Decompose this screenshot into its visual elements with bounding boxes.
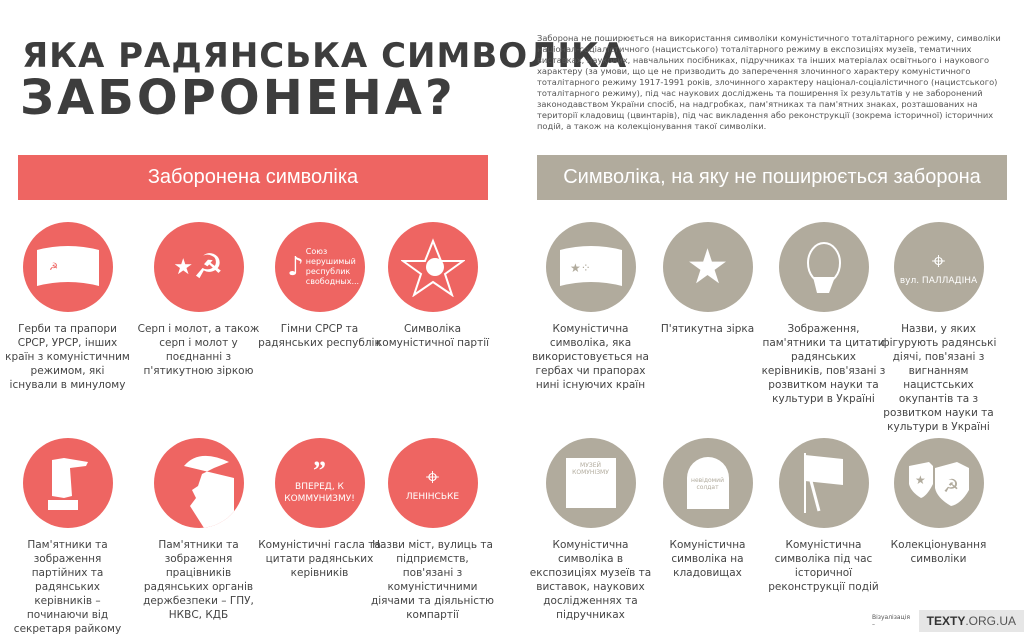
gravestone-icon: невідомий солдат [663, 438, 753, 528]
map-pin-icon: ⌖ ЛЕНІНСЬКЕ [388, 438, 478, 528]
hammer-sickle-star-icon: ★ ☭ [154, 222, 244, 312]
caption: Комуністична символіка на кладовищах [669, 539, 746, 579]
allowed-item [876, 438, 1001, 566]
allowed-item [528, 438, 653, 622]
profile-icon [154, 438, 244, 528]
caption: Зображення, пам'ятники та цитати радянських керівників, пов'язані з розвитком науки та культури в Україні [761, 323, 886, 405]
credit [872, 610, 1024, 632]
title-line-2: ЗАБОРОНЕНА? [20, 70, 456, 126]
caption: Пам'ятники та зображення працівників радянських органів держбезпеки – ГПУ, НКВС, КДБ [143, 539, 254, 621]
museum-icon: МУЗЕЙ КОМУНІЗМУ [546, 438, 636, 528]
caption: Комуністична символіка під час історичної реконструкції подій [768, 539, 879, 593]
portrait-icon [779, 222, 869, 312]
credit-label: Візуалізація – [872, 614, 910, 628]
caption: Символіка комуністичної партії [375, 323, 490, 349]
allowed-heading: Символіка, на яку не поширюється заборона [537, 155, 1007, 200]
caption: Серп і молот, а також серп і молот у поєднанні з п'ятикутною зіркою [137, 323, 260, 377]
pioneer-badge-icon [388, 222, 478, 312]
caption: Колекціонування символіки [890, 539, 987, 565]
quote-icon: ” ВПЕРЕД, К КОММУНИЗМУ! [275, 438, 365, 528]
flag-icon [23, 222, 113, 312]
svg-text:★: ★ [914, 473, 926, 487]
caption: Комуністична символіка, яка використовується на гербах чи прапорах нині існуючих країн [532, 323, 649, 391]
forbidden-item [257, 438, 382, 580]
texty-logo[interactable]: TEXTY.ORG.UA [919, 610, 1024, 632]
caption: Комуністичні гасла та цитати радянських керівників [258, 539, 381, 579]
svg-text:☭: ☭ [48, 262, 58, 273]
allowed-item [528, 222, 653, 392]
forbidden-item [5, 438, 130, 636]
allowed-item [761, 222, 886, 406]
title-line-1: ЯКА РАДЯНСЬКА СИМВОЛІКА [22, 36, 628, 76]
forbidden-item [136, 438, 261, 622]
allowed-item [876, 222, 1001, 434]
svg-text:★⁘: ★⁘ [569, 261, 591, 275]
svg-text:☭: ☭ [942, 476, 959, 497]
music-note-icon: ♪ Союз нерушимый республик свободных... [275, 222, 365, 312]
flag-icon [546, 222, 636, 312]
forbidden-item [257, 222, 382, 350]
forbidden-item [370, 222, 495, 350]
allowed-item [761, 438, 886, 594]
caption: Назви міст, вулиць та підприємств, пов'язані з комуністичними діячами та діяльністю компартії [370, 539, 494, 621]
forbidden-item [5, 222, 130, 392]
caption: Комуністична символіка в експозиціях музеїв та виставок, наукових дослідженнях та підручниках [529, 539, 652, 621]
monument-icon [23, 438, 113, 528]
star-icon: ★ [663, 222, 753, 312]
caption: Герби та прапори СРСР, УРСР, інших країн з комуністичним режимом, які існували в минулому [5, 323, 130, 391]
allowed-item [645, 222, 770, 336]
caption: Пам'ятники та зображення партійних та радянських керівників – починаючи від секретаря райкому [13, 539, 122, 635]
reenactment-icon [779, 438, 869, 528]
caption: Назви, у яких фігурують радянські діячі, пов'язані з вигнанням нацистських окупантів та з розвитком науки та культури в Україні [880, 323, 997, 433]
map-pin-icon: ⌖ вул. ПАЛЛАДІНА [894, 222, 984, 312]
intro-text: Заборона не поширюється на використання символіки комуністичного тоталітарного режиму, символіки націонал-соціалістичного (нацистського) тоталітарного режиму в експозиціях музеїв, тематичних виставках, наукових, навчальних посібниках, підручниках та інших матеріалах освітнього і наукового характеру (за умови, що це не призводить до заперечення злочинного характеру комуністичного тоталітарного режиму 1917-1991 років, злочинного характеру націонал-соціалістичного (нацистського) тоталітарного режиму), під час наукових досліджень та поширення їх результатів у не заборонений законодавством України спосіб, на надгробках, пам'ятниках та пам'ятних знаках, розташованих на території кладовищ (цвинтарів), під час викладення або реконструкції (зокрема історичної) історичних подій, а також на колекціонування такої символіки. [537, 33, 1001, 131]
forbidden-heading: Заборонена символіка [18, 155, 488, 200]
forbidden-item [136, 222, 261, 378]
forbidden-item [370, 438, 495, 622]
caption: П'ятикутна зірка [660, 323, 755, 335]
caption: Гімни СРСР та радянських республік [258, 323, 381, 349]
badges-icon [894, 438, 984, 528]
allowed-item [645, 438, 770, 580]
